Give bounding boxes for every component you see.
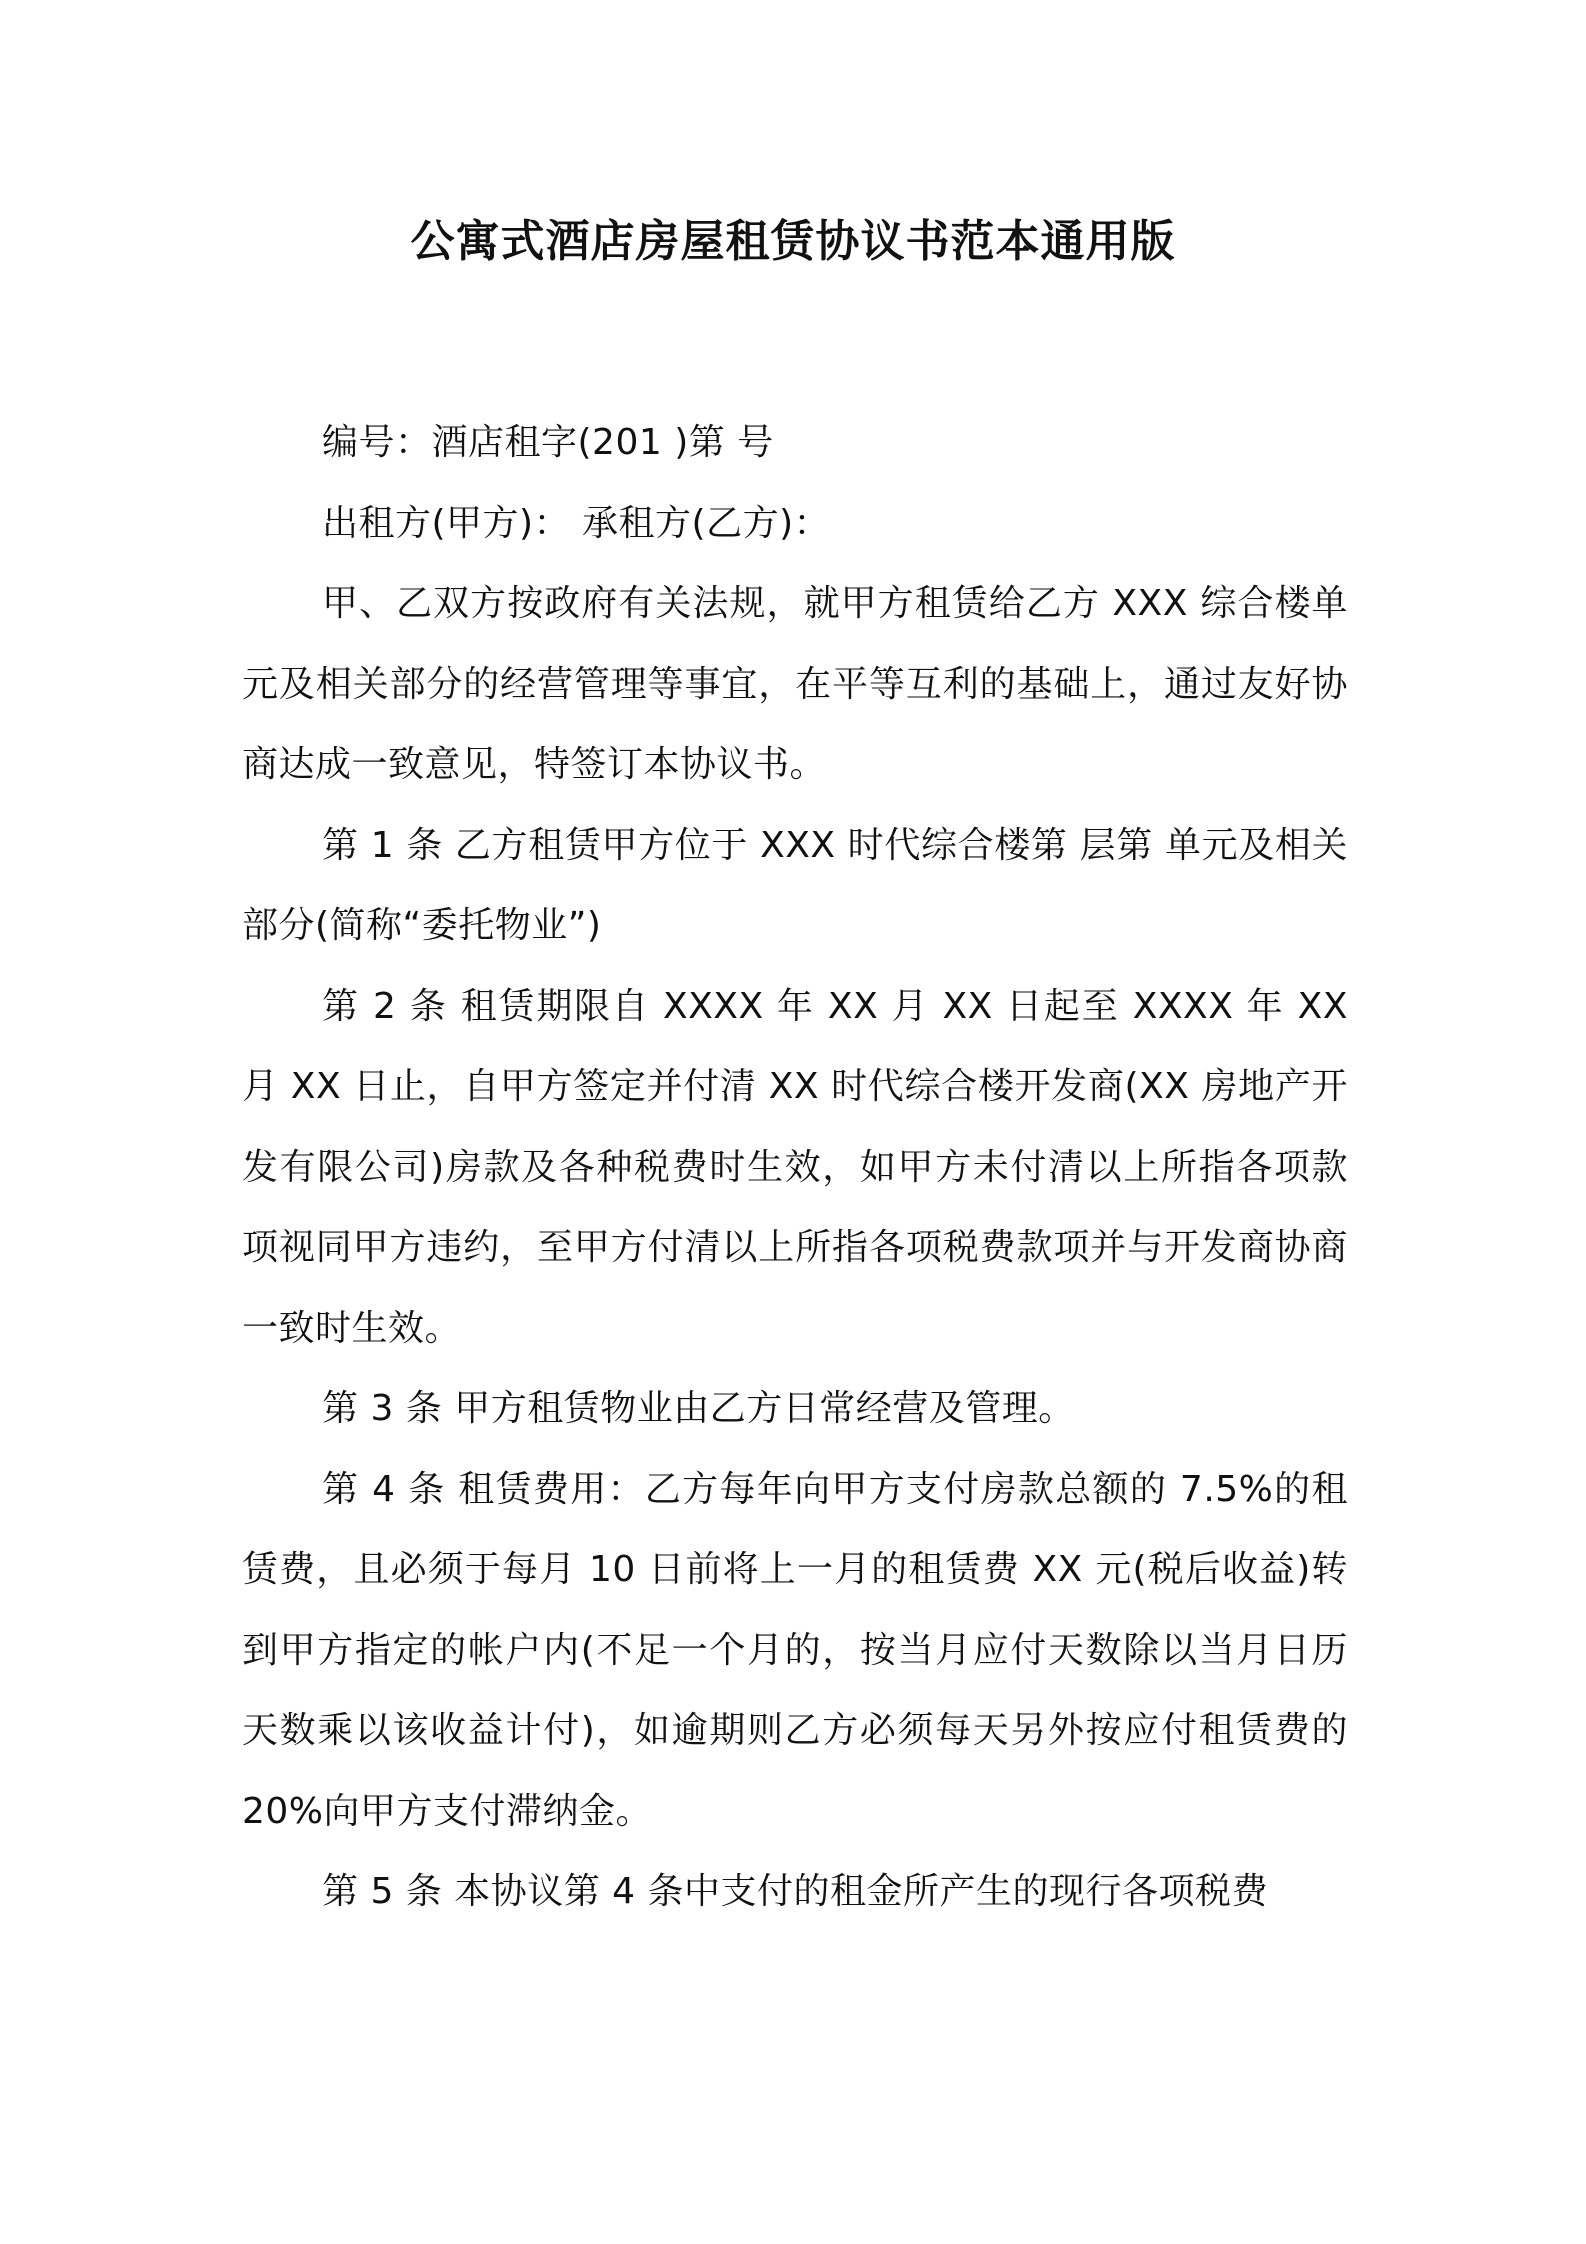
article-1-paragraph: 第 1 条 乙方租赁甲方位于 XXX 时代综合楼第 层第 单元及相关部分(简称“委托物业”)	[242, 824, 1348, 946]
article-5-paragraph: 第 5 条 本协议第 4 条中支付的租金所产生的现行各项税费	[322, 1871, 1269, 1912]
document-title: 公寓式酒店房屋租赁协议书范本通用版	[410, 216, 1176, 267]
parties-line: 出租方(甲方)： 承租方(乙方)：	[322, 502, 831, 544]
document-body	[242, 403, 1348, 1933]
article-4-paragraph: 第 4 条 租赁费用：乙方每年向甲方支付房款总额的 7.5%的租赁费，且必须于每月 10 日前将上一月的租赁费 XX 元(税后收益)转到甲方指定的帐户内(不足一个月的，按当月应付天数除以当月日历天数乘以该收益计付)，如逾期则乙方必须每天另外按应付租赁费的 20%向甲方支付滞纳金。	[242, 1468, 1348, 1832]
contract-number-line: 编号：酒店租字(201 )第 号	[322, 422, 774, 463]
article-3-paragraph: 第 3 条 甲方租赁物业由乙方日常经营及管理。	[322, 1388, 1075, 1429]
preamble-paragraph: 甲、乙双方按政府有关法规，就甲方租赁给乙方 XXX 综合楼单元及相关部分的经营管理等事宜，在平等互利的基础上，通过友好协商达成一致意见，特签订本协议书。	[242, 583, 1348, 785]
article-2-paragraph: 第 2 条 租赁期限自 XXXX 年 XX 月 XX 日起至 XXXX 年 XX 月 XX 日止，自甲方签定并付清 XX 时代综合楼开发商(XX 房地产开发有限公司)房款及各种税费时生效，如甲方未付清以上所指各项款项视同甲方违约，至甲方付清以上所指各项税费款项并与开发商协商一致时生效。	[242, 985, 1348, 1349]
